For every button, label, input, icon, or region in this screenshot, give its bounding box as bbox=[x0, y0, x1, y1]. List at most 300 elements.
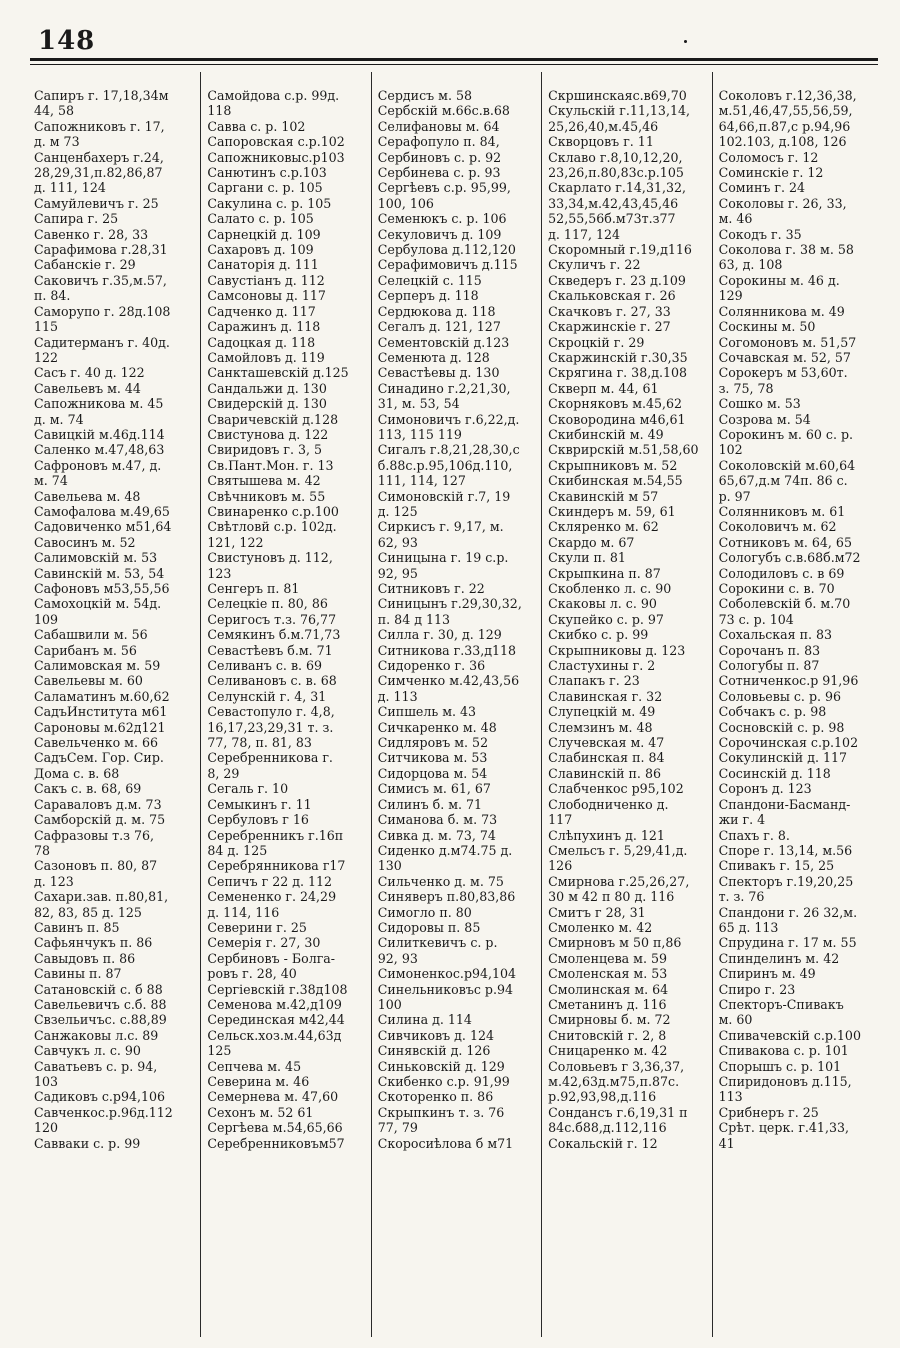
index-entry: Соколовичъ м. 62 bbox=[718, 519, 837, 535]
index-entry: Савустіанъ д. 112 bbox=[207, 272, 325, 288]
index-entry: 65,67,д.м 74п. 86 с. bbox=[718, 473, 848, 489]
index-entry: Скули п. 81 bbox=[548, 550, 626, 566]
index-entry: д. 123 bbox=[34, 873, 74, 889]
index-entry: Смирновъ м 50 п,86 bbox=[548, 935, 682, 951]
index-entry: 23,26,п.80,83с.р.105 bbox=[548, 165, 684, 181]
index-entry: Сапира г. 25 bbox=[34, 211, 119, 227]
index-entry: Савины п. 87 bbox=[34, 966, 122, 982]
index-entry: Саковичъ г.35,м.57, bbox=[34, 272, 167, 288]
index-entry: Соловьевы с. р. 96 bbox=[718, 688, 842, 704]
index-entry: 122 bbox=[34, 349, 59, 365]
index-entry: 64,66,п.87,с р.94,96 bbox=[718, 118, 851, 134]
index-entry: м.42,63д.м75,п.87с. bbox=[548, 1074, 680, 1089]
index-entry: Солянникова м. 49 bbox=[718, 303, 845, 319]
index-entry: Соколовы г. 26, 33, bbox=[718, 195, 847, 211]
index-entry: Самуйлевичъ г. 25 bbox=[34, 195, 159, 211]
index-entry: Скверп м. 44, 61 bbox=[548, 380, 659, 396]
index-entry: Сотниченкос.р 91,96 bbox=[718, 673, 859, 689]
index-entry: Селиванъ с. в. 69 bbox=[207, 658, 323, 674]
index-entry: Сивчиковъ д. 124 bbox=[377, 1027, 494, 1043]
index-entry: 82, 83, 85 д. 125 bbox=[34, 904, 142, 920]
index-entry: Селивановъ с. в. 68 bbox=[207, 673, 337, 689]
index-entry: Скоромный г.19,д116 bbox=[548, 242, 692, 258]
index-entry: 52,55,56б.м73т.з77 bbox=[548, 211, 676, 227]
index-entry: Соронъ д. 123 bbox=[718, 781, 812, 797]
index-entry: Санютинъ с.р.103 bbox=[207, 165, 327, 181]
index-entry: Савицкій м.46д.114 bbox=[34, 426, 165, 442]
index-entry: Садченко д. 117 bbox=[207, 303, 316, 319]
index-entry: Соминскіе г. 12 bbox=[718, 165, 824, 181]
index-entry: Семененко г. 24,29 bbox=[207, 889, 337, 905]
index-entry: Селифановы м. 64 bbox=[377, 118, 500, 134]
index-entry: Сивка д. м. 73, 74 bbox=[377, 827, 496, 843]
index-entry: Сахари.зав. п.80,81, bbox=[34, 889, 169, 905]
index-entry: 63, д. 108 bbox=[718, 257, 783, 273]
index-entry: Семыкинъ г. 11 bbox=[207, 796, 312, 812]
index-column-2 bbox=[200, 72, 370, 1337]
index-entry: Симоновичъ г.6,22,д. bbox=[377, 411, 520, 427]
index-entry: Санценбахеръ г.24, bbox=[34, 149, 164, 165]
index-entry: Сокулинскій д. 117 bbox=[718, 750, 847, 766]
index-entry: Сосинскій д. 118 bbox=[718, 765, 831, 781]
index-entry: Сафразовы т.з 76, bbox=[34, 827, 155, 843]
index-entry: Семенюта д. 128 bbox=[377, 349, 490, 365]
header-rule-thin bbox=[30, 64, 878, 65]
index-entry: Скарлато г.14,31,32, bbox=[548, 180, 686, 196]
index-entry: 103 bbox=[34, 1074, 59, 1089]
index-entry: 113 bbox=[718, 1089, 743, 1105]
index-entry: Соскины м. 50 bbox=[718, 319, 816, 335]
index-entry: Скавинскій м 57 bbox=[548, 488, 659, 504]
index-entry: Св.Пант.Мон. г. 13 bbox=[207, 457, 334, 473]
index-entry: Сафьянчукъ п. 86 bbox=[34, 935, 153, 951]
index-entry: м. 46 bbox=[718, 211, 753, 227]
index-entry: Семенова м.42,д109 bbox=[207, 996, 342, 1012]
index-entry: Сегалъ д. 121, 127 bbox=[377, 319, 501, 335]
index-entry: д. 113 bbox=[377, 688, 418, 704]
index-entry: Сердюкова д. 118 bbox=[377, 303, 496, 319]
index-entry: Сафроновъ м.47, д. bbox=[34, 457, 162, 473]
index-entry: д. 111, 124 bbox=[34, 180, 106, 196]
index-entry: п. 84. bbox=[34, 288, 71, 304]
index-entry: 78 bbox=[34, 842, 51, 858]
index-entry: 120 bbox=[34, 1120, 59, 1136]
index-entry: Сарибанъ м. 56 bbox=[34, 642, 137, 658]
index-entry: д. 125 bbox=[377, 503, 418, 519]
index-entry: Сметанинъ д. 116 bbox=[548, 996, 667, 1012]
index-entry: 84с.б88,д.112,116 bbox=[548, 1120, 667, 1136]
index-entry: Сваричевскій д.128 bbox=[207, 411, 339, 427]
index-entry: Свзельичъс. с.88,89 bbox=[34, 1012, 167, 1028]
index-entry: Соколовскій м.60,64 bbox=[718, 457, 856, 473]
index-entry: м.51,46,47,55,56,59, bbox=[718, 103, 853, 119]
index-entry: Синадино г.2,21,30, bbox=[377, 380, 511, 396]
index-entry: Севастѣевъ б.м. 71 bbox=[207, 642, 333, 658]
index-entry: Спиро г. 23 bbox=[718, 981, 796, 997]
index-entry: Сербинева с. р. 93 bbox=[377, 165, 501, 181]
index-entry: Сочавская м. 52, 57 bbox=[718, 349, 851, 365]
index-entry: Сластухины г. 2 bbox=[548, 658, 656, 674]
index-entry: Скупейко с. р. 97 bbox=[548, 611, 664, 627]
index-entry: Серединская м42,44 bbox=[207, 1012, 345, 1028]
index-entry: Скрыпниковъ м. 52 bbox=[548, 457, 678, 473]
index-entry: 30 м 42 п 80 д. 116 bbox=[548, 889, 675, 905]
index-entry: Слемзинъ м. 48 bbox=[548, 719, 653, 735]
index-entry: Спекторъ г.19,20,25 bbox=[718, 873, 854, 889]
index-entry: б.88с.р.95,106д.110, bbox=[377, 457, 513, 473]
index-entry: Саргани с. р. 105 bbox=[207, 180, 323, 196]
index-entry: Сарнецкій д. 109 bbox=[207, 226, 321, 242]
index-entry: 92, 95 bbox=[377, 565, 418, 581]
index-entry: Святышева м. 42 bbox=[207, 473, 321, 489]
index-entry: д. м. 74 bbox=[34, 411, 84, 427]
index-entry: 115 bbox=[34, 319, 59, 335]
index-entry: Санаторія д. 111 bbox=[207, 257, 319, 273]
index-entry: Согомоновъ м. 51,57 bbox=[718, 334, 857, 350]
index-entry: Сердисъ м. 58 bbox=[377, 88, 472, 103]
index-entry: Сафоновъ м53,55,56 bbox=[34, 581, 170, 596]
index-entry: Свиридовъ г. 3, 5 bbox=[207, 442, 323, 458]
index-entry: р. 97 bbox=[718, 488, 751, 504]
index-entry: Сапожниковыс.р103 bbox=[207, 149, 345, 165]
index-entry: Сахаровъ д. 109 bbox=[207, 242, 314, 258]
index-entry: Споре г. 13,14, м.56 bbox=[718, 842, 853, 858]
index-entry: 118 bbox=[207, 103, 232, 119]
index-entry: Слабченкос р95,102 bbox=[548, 781, 684, 797]
index-entry: Сараваловъ д.м. 73 bbox=[34, 796, 162, 812]
index-entry: Семерія г. 27, 30 bbox=[207, 935, 321, 951]
index-entry: Слѣпухинъ д. 121 bbox=[548, 827, 665, 843]
index-entry: Сипшель м. 43 bbox=[377, 704, 477, 720]
index-entry: Сидоренко г. 36 bbox=[377, 658, 486, 674]
index-entry: Сакъ с. в. 68, 69 bbox=[34, 781, 142, 797]
index-entry: Скведеръ г. 23 д.109 bbox=[548, 272, 686, 288]
index-entry: Серебренникъ г.16п bbox=[207, 827, 344, 843]
index-entry: Сницаренко м. 42 bbox=[548, 1043, 668, 1059]
index-entry: Скроцкій г. 29 bbox=[548, 334, 645, 350]
index-entry: Сапоровская с.р.102 bbox=[207, 134, 345, 150]
index-entry: Северини г. 25 bbox=[207, 919, 307, 935]
index-entry: Селецкіе п. 80, 86 bbox=[207, 596, 328, 612]
index-entry: СадъИнститута м61 bbox=[34, 704, 168, 720]
index-entry: Срибнеръ г. 25 bbox=[718, 1104, 819, 1120]
index-entry: Сорокины м. 46 д. bbox=[718, 272, 840, 288]
index-entry: Силиткевичъ с. р. bbox=[377, 935, 498, 951]
index-entry: Симоненкос.р94,104 bbox=[377, 966, 517, 982]
index-entry: Сиркисъ г. 9,17, м. bbox=[377, 519, 504, 535]
index-entry: т. з. 76 bbox=[718, 889, 765, 905]
page-number: 148 bbox=[38, 26, 96, 56]
index-entry: Савенко г. 28, 33 bbox=[34, 226, 149, 242]
index-entry: Садиковъ с.р94,106 bbox=[34, 1089, 166, 1105]
index-entry: Садитерманъ г. 40д. bbox=[34, 334, 170, 350]
index-entry: Серебрянникова г17 bbox=[207, 858, 346, 874]
index-entry: Сандальжи д. 130 bbox=[207, 380, 327, 396]
index-entry: Северина м. 46 bbox=[207, 1074, 310, 1089]
index-entry: Савваки с. р. 99 bbox=[34, 1135, 141, 1151]
index-entry: Соколова г. 38 м. 58 bbox=[718, 242, 854, 258]
index-entry: Самойдова с.р. 99д. bbox=[207, 88, 340, 103]
index-entry: Свистунова д. 122 bbox=[207, 426, 329, 442]
index-entry: Соколовъ г.12,36,38, bbox=[718, 88, 857, 103]
index-entry: Савосинъ м. 52 bbox=[34, 534, 136, 550]
index-entry: Серигосъ т.з. 76,77 bbox=[207, 611, 337, 627]
index-entry: 41 bbox=[718, 1135, 735, 1151]
index-entry: Соломосъ г. 12 bbox=[718, 149, 819, 165]
index-entry: Сокальскій г. 12 bbox=[548, 1135, 658, 1151]
index-entry: 92, 93 bbox=[377, 950, 418, 966]
index-entry: Саленко м.47,48,63 bbox=[34, 442, 165, 458]
index-entry: Славинская г. 32 bbox=[548, 688, 663, 704]
index-column-4 bbox=[541, 72, 711, 1337]
index-entry: Свинаренко с.р.100 bbox=[207, 503, 339, 519]
index-entry: 73 с. р. 104 bbox=[718, 611, 794, 627]
index-entry: Скальковская г. 26 bbox=[548, 288, 676, 304]
index-entry: д. 117, 124 bbox=[548, 226, 621, 242]
index-entry: Севастопуло г. 4,8, bbox=[207, 704, 335, 720]
index-entry: Сотниковъ м. 64, 65 bbox=[718, 534, 852, 550]
index-entry: 109 bbox=[34, 611, 59, 627]
index-entry: Савельевичъ с.б. 88 bbox=[34, 996, 167, 1012]
index-entry: Савчукъ л. с. 90 bbox=[34, 1043, 141, 1059]
index-entry: 84 д. 125 bbox=[207, 842, 268, 858]
index-entry: Сорокини с. в. 70 bbox=[718, 581, 835, 596]
header-rule bbox=[30, 58, 878, 61]
index-entry: з. 75, 78 bbox=[718, 380, 774, 396]
index-entry: Симченко м.42,43,56 bbox=[377, 673, 520, 689]
index-entry: Симисъ м. 61, 67 bbox=[377, 781, 491, 797]
index-entry: Скляренко м. 62 bbox=[548, 519, 659, 535]
index-entry: Садоцкая д. 118 bbox=[207, 334, 316, 350]
index-entry: Собчакъ с. р. 98 bbox=[718, 704, 827, 720]
index-entry: Сатановскій с. б 88 bbox=[34, 981, 163, 997]
index-entry: Слабинская п. 84 bbox=[548, 750, 665, 766]
index-entry: Самсоновы д. 117 bbox=[207, 288, 326, 304]
index-entry: Сокодъ г. 35 bbox=[718, 226, 802, 242]
index-columns bbox=[30, 72, 882, 1337]
index-entry: Савельевъ м. 44 bbox=[34, 380, 141, 396]
index-entry: Сигалъ г.8,21,28,30,с bbox=[377, 442, 520, 458]
index-entry: Самофалова м.49,65 bbox=[34, 503, 170, 519]
index-entry: Сенгеръ п. 81 bbox=[207, 581, 300, 596]
index-entry: Спиринъ м. 49 bbox=[718, 966, 816, 982]
index-entry: 111, 114, 127 bbox=[377, 473, 466, 489]
index-entry: Сосновскій с. р. 98 bbox=[718, 719, 845, 735]
index-entry: 129 bbox=[718, 288, 743, 304]
index-entry: Садовиченко м51,64 bbox=[34, 519, 172, 535]
index-entry: 16,17,23,29,31 т. з. bbox=[207, 719, 334, 735]
index-entry: Сковородина м46,61 bbox=[548, 411, 686, 427]
index-entry: Сергіевскій г.38д108 bbox=[207, 981, 348, 997]
index-entry: Сорочанъ п. 83 bbox=[718, 642, 821, 658]
index-entry: Скардо м. 67 bbox=[548, 534, 635, 550]
index-entry: Селецкій с. 115 bbox=[377, 272, 482, 288]
index-entry: Сапожникова м. 45 bbox=[34, 396, 164, 412]
index-entry: Савченкос.р.96д.112 bbox=[34, 1104, 173, 1120]
index-entry: Саламатинъ м.60,62 bbox=[34, 688, 170, 704]
index-entry: 8, 29 bbox=[207, 765, 240, 781]
index-entry: Сиденко д.м74.75 д. bbox=[377, 842, 513, 858]
index-entry: Серафимовичъ д.115 bbox=[377, 257, 518, 273]
index-entry: Спандони г. 26 32,м. bbox=[718, 904, 858, 920]
index-entry: Сепичъ г 22 д. 112 bbox=[207, 873, 333, 889]
index-entry: Скоросиѣлова б м71 bbox=[377, 1135, 514, 1151]
index-entry: Скибко с. р. 99 bbox=[548, 627, 649, 643]
index-entry: Серперъ д. 118 bbox=[377, 288, 479, 304]
index-entry: Синьковскій д. 129 bbox=[377, 1058, 505, 1074]
index-entry: Сорокинъ м. 60 с. р. bbox=[718, 426, 854, 442]
index-entry: Сохальская п. 83 bbox=[718, 627, 833, 643]
index-entry: Слободниченко д. bbox=[548, 796, 669, 812]
index-entry: Сербиновъ - Болга- bbox=[207, 950, 336, 966]
index-entry: 77, 79 bbox=[377, 1120, 418, 1136]
index-entry: Синяверъ п.80,83,86 bbox=[377, 889, 516, 905]
index-entry: Скорняковъ м.45,62 bbox=[548, 396, 683, 412]
index-entry: Скршинскаяс.в69,70 bbox=[548, 88, 687, 103]
index-entry: Склаво г.8,10,12,20, bbox=[548, 149, 683, 165]
index-entry: Синявскій д. 126 bbox=[377, 1043, 491, 1059]
index-entry: Скаржинскіе г. 27 bbox=[548, 319, 671, 335]
index-entry: Сидорцова м. 54 bbox=[377, 765, 488, 781]
index-entry: 113, 115 119 bbox=[377, 426, 462, 442]
index-entry: 121, 122 bbox=[207, 534, 264, 550]
index-entry: Смельсъ г. 5,29,41,д. bbox=[548, 842, 688, 858]
index-entry: 25,26,40,м.45,46 bbox=[548, 118, 659, 134]
index-entry: Спорышъ с. р. 101 bbox=[718, 1058, 842, 1074]
index-entry: Скобленко л. с. 90 bbox=[548, 581, 672, 596]
index-entry: Сондансъ г.6,19,31 п bbox=[548, 1104, 688, 1120]
index-entry: ровъ г. 28, 40 bbox=[207, 966, 297, 982]
index-entry: Симоновскій г.7, 19 bbox=[377, 488, 511, 504]
index-entry: Смирнова г.25,26,27, bbox=[548, 873, 690, 889]
index-entry: Сарафимова г.28,31 bbox=[34, 242, 168, 258]
index-entry: Саморупо г. 28д.108 bbox=[34, 303, 171, 319]
index-entry: Свидерскій д. 130 bbox=[207, 396, 327, 412]
index-entry: м. 60 bbox=[718, 1012, 753, 1028]
index-entry: Скибинская м.54,55 bbox=[548, 473, 683, 489]
index-entry: Синицынъ г.29,30,32, bbox=[377, 596, 522, 612]
index-entry: Селунскій г. 4, 31 bbox=[207, 688, 327, 704]
index-entry: жи г. 4 bbox=[718, 812, 766, 828]
index-entry: Сароновы м.62д121 bbox=[34, 719, 166, 735]
index-column-5 bbox=[712, 72, 882, 1337]
index-entry: 31, м. 53, 54 bbox=[377, 396, 460, 412]
index-entry: Силинъ б. м. 71 bbox=[377, 796, 483, 812]
index-entry: Салато с. р. 105 bbox=[207, 211, 314, 227]
index-entry: 130 bbox=[377, 858, 402, 874]
index-entry: д. м 73 bbox=[34, 134, 80, 150]
index-entry: Сербулова д.112,120 bbox=[377, 242, 516, 258]
index-entry: Сехонъ м. 52 61 bbox=[207, 1104, 314, 1120]
index-entry: Силла г. 30, д. 129 bbox=[377, 627, 502, 643]
index-entry: Сепчева м. 45 bbox=[207, 1058, 302, 1074]
index-entry: Скаковы л. с. 90 bbox=[548, 596, 657, 612]
index-entry: Скрыпкина п. 87 bbox=[548, 565, 661, 581]
index-entry: Сабанскіе г. 29 bbox=[34, 257, 136, 273]
index-entry: 44, 58 bbox=[34, 103, 75, 119]
index-entry: Саражинъ д. 118 bbox=[207, 319, 321, 335]
index-entry: Свистуновъ д. 112, bbox=[207, 550, 333, 566]
index-entry: 102.103, д.108, 126 bbox=[718, 134, 847, 150]
index-entry: Соболевскій б. м.70 bbox=[718, 596, 851, 612]
index-entry: Симогло п. 80 bbox=[377, 904, 472, 920]
index-entry: Савыдовъ п. 86 bbox=[34, 950, 136, 966]
index-entry: Свѣтловй с.р. 102д. bbox=[207, 519, 337, 535]
index-entry: Симанова б. м. 73 bbox=[377, 812, 498, 828]
index-entry: Санкташевскій д.125 bbox=[207, 365, 349, 381]
index-entry: Семякинъ б.м.71,73 bbox=[207, 627, 341, 643]
index-entry: Смолинская м. 64 bbox=[548, 981, 669, 997]
index-entry: Самойловъ д. 119 bbox=[207, 349, 325, 365]
index-entry: Спивакъ г. 15, 25 bbox=[718, 858, 835, 874]
index-entry: Слапакъ г. 23 bbox=[548, 673, 640, 689]
index-entry: Сергѣевъ с.р. 95,99, bbox=[377, 180, 511, 196]
index-entry: Смитъ г 28, 31 bbox=[548, 904, 646, 920]
index-entry: Сидоровы п. 85 bbox=[377, 919, 481, 935]
index-entry: Савельевы м. 60 bbox=[34, 673, 143, 689]
index-entry: Спивакова с. р. 101 bbox=[718, 1043, 849, 1059]
index-entry: Скаржинскій г.30,35 bbox=[548, 349, 688, 365]
index-entry: Ситникова г.33,д118 bbox=[377, 642, 517, 658]
index-entry: Соловьевъ г 3,36,37, bbox=[548, 1058, 685, 1074]
index-entry: Славинскій п. 86 bbox=[548, 765, 661, 781]
index-entry: р.92,93,98,д.116 bbox=[548, 1089, 657, 1105]
index-entry: Смирновы б. м. 72 bbox=[548, 1012, 671, 1028]
index-entry: Сичкаренко м. 48 bbox=[377, 719, 497, 735]
index-entry: Сабашвили м. 56 bbox=[34, 627, 148, 643]
index-entry: Семенюкъ с. р. 106 bbox=[377, 211, 507, 227]
index-entry: Смоленцева м. 59 bbox=[548, 950, 668, 966]
index-entry: Скульскій г.11,13,14, bbox=[548, 103, 690, 119]
index-entry: Сапиръ г. 17,18,34м bbox=[34, 88, 169, 103]
index-entry: Скрыпниковы д. 123 bbox=[548, 642, 686, 658]
index-entry: 117 bbox=[548, 812, 573, 828]
index-entry: 123 bbox=[207, 565, 232, 581]
index-entry: Севастѣевы д. 130 bbox=[377, 365, 500, 381]
index-entry: Серафопуло п. 84, bbox=[377, 134, 500, 150]
index-entry: Сильченко д. м. 75 bbox=[377, 873, 504, 889]
index-entry: Сегаль г. 10 bbox=[207, 781, 289, 797]
index-entry: 77, 78, п. 81, 83 bbox=[207, 735, 312, 751]
index-entry: Сельск.хоз.м.44,63д bbox=[207, 1027, 342, 1043]
index-entry: Савинъ п. 85 bbox=[34, 919, 120, 935]
index-entry: Скрыпкинъ т. з. 76 bbox=[377, 1104, 505, 1120]
index-entry: Сазоновъ п. 80, 87 bbox=[34, 858, 158, 874]
index-entry: Саватьевъ с. р. 94, bbox=[34, 1058, 158, 1074]
index-entry: Скибинскій м. 49 bbox=[548, 426, 664, 442]
index-entry: Спекторъ-Спивакъ bbox=[718, 996, 844, 1012]
index-entry: Семернева м. 47,60 bbox=[207, 1089, 339, 1105]
index-entry: Сасъ г. 40 д. 122 bbox=[34, 365, 145, 381]
index-entry: Сорочинская с.р.102 bbox=[718, 735, 859, 751]
index-entry: Спивачевскій с.р.100 bbox=[718, 1027, 861, 1043]
index-entry: Скврирскій м.51,58,60 bbox=[548, 442, 699, 458]
index-entry: СадъСем. Гор. Сир. bbox=[34, 750, 164, 766]
index-entry: 28,29,31,п.82,86,87 bbox=[34, 165, 163, 181]
index-entry: Соминъ г. 24 bbox=[718, 180, 806, 196]
index-entry: Случевская м. 47 bbox=[548, 735, 665, 751]
index-entry: 100, 106 bbox=[377, 195, 434, 211]
index-entry: Сидляровъ м. 52 bbox=[377, 735, 489, 751]
index-entry: Ситчикова м. 53 bbox=[377, 750, 488, 766]
index-entry: Самохоцкій м. 54д. bbox=[34, 596, 162, 612]
index-entry: Секуловичъ д. 109 bbox=[377, 226, 502, 242]
index-entry: Скоторенко п. 86 bbox=[377, 1089, 494, 1105]
index-entry: п. 84 д 113 bbox=[377, 611, 451, 627]
index-entry: Ситниковъ г. 22 bbox=[377, 581, 485, 596]
index-entry: Савинскій м. 53, 54 bbox=[34, 565, 165, 581]
index-entry: Сологубы п. 87 bbox=[718, 658, 820, 674]
